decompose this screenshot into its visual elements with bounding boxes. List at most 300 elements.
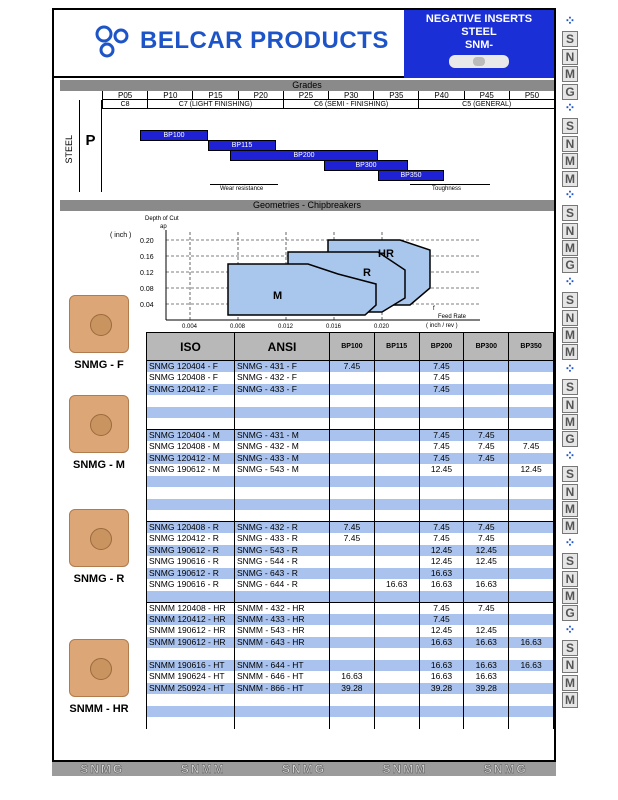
table-cell: SNMM - 432 - HR: [235, 602, 330, 614]
table-cell: SNMG - 644 - R: [235, 579, 330, 591]
table-cell: [235, 706, 330, 718]
table-cell: [419, 591, 464, 603]
table-cell: [147, 476, 235, 488]
side-letter: S: [562, 640, 578, 656]
table-cell: [374, 671, 419, 683]
table-cell: SNMG 190616 - R: [147, 579, 235, 591]
table-cell: SNMG - 643 - R: [235, 568, 330, 580]
table-cell: [374, 568, 419, 580]
table-cell: 16.63: [419, 660, 464, 672]
table-cell: [147, 706, 235, 718]
insert-snmg-r: [54, 509, 144, 585]
col-bp350: BP350: [509, 333, 554, 361]
table-cell: 7.45: [464, 602, 509, 614]
table-cell: [419, 717, 464, 729]
grade-range: C7 (LIGHT FINISHING): [147, 100, 283, 109]
table-cell: [374, 694, 419, 706]
side-letter: M: [562, 66, 578, 82]
geometry-title: Geometries - Chipbreakers: [60, 200, 554, 211]
table-cell: [235, 418, 330, 430]
table-cell: SNMM - 866 - HT: [235, 683, 330, 695]
grade-code: P25: [283, 91, 328, 100]
side-letter: N: [562, 136, 578, 152]
table-cell: 7.45: [419, 361, 464, 373]
table-cell: SNMG - 432 - R: [235, 522, 330, 534]
logo-circles-icon: ⁘: [562, 362, 578, 378]
table-cell: [330, 453, 375, 465]
logo-circles-icon: ⁘: [562, 623, 578, 639]
tough-label: Toughness: [432, 186, 462, 192]
table-cell: [374, 499, 419, 511]
y-tick-label: 0.12: [140, 270, 154, 277]
table-cell: [374, 441, 419, 453]
table-cell: SNMG 190612 - R: [147, 545, 235, 557]
side-letter: S: [562, 292, 578, 308]
side-letter: S: [562, 31, 578, 47]
table-cell: [374, 683, 419, 695]
table-cell: 16.63: [419, 671, 464, 683]
table-cell: [464, 372, 509, 384]
table-cell: 7.45: [419, 430, 464, 442]
table-cell: 7.45: [464, 522, 509, 534]
table-cell: [330, 717, 375, 729]
y-tick-label: 0.16: [140, 254, 154, 261]
table-cell: 12.45: [509, 464, 554, 476]
side-letter: M: [562, 240, 578, 256]
table-cell: [235, 407, 330, 419]
table-cell: [330, 545, 375, 557]
table-cell: 16.63: [464, 637, 509, 649]
table-cell: [374, 487, 419, 499]
table-row: [147, 717, 554, 729]
table-cell: 16.63: [509, 637, 554, 649]
side-letter: M: [562, 344, 578, 360]
table-cell: [509, 591, 554, 603]
side-letter: M: [562, 153, 578, 169]
table-cell: SNMG - 433 - F: [235, 384, 330, 396]
table-cell: [419, 487, 464, 499]
table-cell: [374, 464, 419, 476]
product-box: [404, 10, 554, 78]
table-cell: 12.45: [464, 545, 509, 557]
table-cell: [330, 441, 375, 453]
table-cell: [330, 487, 375, 499]
table-cell: [330, 476, 375, 488]
table-cell: SNMM - 433 - HR: [235, 614, 330, 626]
table-cell: [330, 556, 375, 568]
steel-label: STEEL: [64, 135, 74, 164]
table-cell: 39.28: [419, 683, 464, 695]
table-cell: [330, 602, 375, 614]
table-cell: [374, 453, 419, 465]
table-cell: [464, 476, 509, 488]
table-cell: 7.45: [464, 533, 509, 545]
table-cell: [509, 602, 554, 614]
table-cell: SNMG 120412 - M: [147, 453, 235, 465]
table-cell: [330, 430, 375, 442]
insert-side-icon: [449, 55, 509, 68]
side-letter: M: [562, 588, 578, 604]
table-cell: 7.45: [419, 384, 464, 396]
catalog-page: [52, 8, 556, 762]
table-cell: [330, 418, 375, 430]
grades-section: [60, 88, 554, 194]
table-row: [147, 430, 554, 442]
table-row: [147, 694, 554, 706]
feed-unit: ( inch / rev ): [426, 323, 458, 329]
table-row: [147, 602, 554, 614]
x-tick-label: 0.008: [230, 324, 246, 330]
grade-bar: BP350: [378, 170, 444, 181]
table-cell: [464, 464, 509, 476]
table-row: [147, 660, 554, 672]
table-cell: SNMG 120404 - F: [147, 361, 235, 373]
table-cell: [235, 694, 330, 706]
table-cell: [509, 683, 554, 695]
insert-snmg-m: [54, 395, 144, 471]
table-cell: 7.45: [330, 361, 375, 373]
table-cell: [235, 591, 330, 603]
price-table: [146, 332, 554, 729]
side-letter: G: [562, 257, 578, 273]
insert-label: SNMG - R: [73, 573, 125, 585]
table-cell: [464, 614, 509, 626]
table-cell: [330, 407, 375, 419]
table-cell: SNMM - 646 - HT: [235, 671, 330, 683]
table-cell: [330, 510, 375, 522]
side-letter: S: [562, 118, 578, 134]
table-cell: 12.45: [464, 625, 509, 637]
table-cell: SNMM - 543 - HR: [235, 625, 330, 637]
side-letter: M: [562, 501, 578, 517]
table-cell: 7.45: [419, 522, 464, 534]
table-cell: SNMG - 544 - R: [235, 556, 330, 568]
grade-code: P50: [509, 91, 554, 100]
side-letter: M: [562, 171, 578, 187]
table-cell: [235, 648, 330, 660]
table-cell: [464, 487, 509, 499]
table-row: [147, 522, 554, 534]
side-letter: N: [562, 484, 578, 500]
table-cell: [374, 706, 419, 718]
table-row: [147, 625, 554, 637]
table-row: [147, 453, 554, 465]
table-cell: SNMG - 433 - R: [235, 533, 330, 545]
table-cell: [374, 614, 419, 626]
table-cell: SNMG 120412 - F: [147, 384, 235, 396]
brand-name: BELCAR PRODUCTS: [140, 27, 389, 54]
table-cell: 12.45: [419, 625, 464, 637]
table-cell: [330, 372, 375, 384]
table-cell: [374, 522, 419, 534]
table-row: [147, 579, 554, 591]
grade-bar: BP200: [230, 150, 378, 161]
logo-circles-icon: ⁘: [562, 188, 578, 204]
insert-label: SNMG - M: [73, 459, 125, 471]
table-cell: SNMG - 431 - F: [235, 361, 330, 373]
side-letter: N: [562, 657, 578, 673]
table-cell: [330, 648, 375, 660]
table-cell: 7.45: [464, 430, 509, 442]
table-cell: [147, 694, 235, 706]
grade-code: P05: [102, 91, 147, 100]
table-cell: [330, 706, 375, 718]
table-cell: [374, 556, 419, 568]
table-cell: [374, 660, 419, 672]
table-cell: 7.45: [330, 522, 375, 534]
side-letter: M: [562, 414, 578, 430]
grade-code: P35: [373, 91, 418, 100]
side-letter: G: [562, 84, 578, 100]
table-cell: [147, 395, 235, 407]
table-cell: [509, 361, 554, 373]
table-cell: 16.63: [509, 660, 554, 672]
table-cell: [330, 395, 375, 407]
table-cell: [509, 453, 554, 465]
insert-image: [69, 395, 129, 453]
table-cell: [509, 522, 554, 534]
table-cell: SNMG 120412 - R: [147, 533, 235, 545]
table-cell: [509, 545, 554, 557]
table-cell: 7.45: [464, 453, 509, 465]
grade-ranges-row: [102, 100, 554, 109]
footer-word: SNMG: [80, 762, 125, 776]
y-tick-label: 0.04: [140, 302, 154, 309]
table-cell: [330, 694, 375, 706]
table-cell: SNMG - 432 - M: [235, 441, 330, 453]
table-cell: [147, 418, 235, 430]
table-cell: [509, 430, 554, 442]
table-cell: [419, 648, 464, 660]
col-ansi: ANSI: [235, 333, 330, 361]
table-cell: [464, 407, 509, 419]
table-cell: [330, 568, 375, 580]
table-cell: [509, 648, 554, 660]
table-cell: SNMM 190624 - HT: [147, 671, 235, 683]
table-cell: 7.45: [464, 441, 509, 453]
table-cell: [419, 395, 464, 407]
footer-word: SNMM: [180, 762, 226, 776]
table-cell: [330, 637, 375, 649]
table-cell: SNMG 120404 - M: [147, 430, 235, 442]
table-cell: 12.45: [419, 464, 464, 476]
table-cell: [509, 476, 554, 488]
logo-circles-icon: [94, 24, 134, 58]
table-row: [147, 510, 554, 522]
table-cell: [464, 384, 509, 396]
table-cell: [374, 430, 419, 442]
side-letter: S: [562, 553, 578, 569]
table-row: [147, 464, 554, 476]
table-cell: [464, 395, 509, 407]
table-cell: [330, 625, 375, 637]
box-line-2: STEEL: [461, 26, 497, 38]
table-cell: [374, 648, 419, 660]
table-cell: 7.45: [509, 441, 554, 453]
logo-circles-icon: ⁘: [562, 275, 578, 291]
table-row: [147, 671, 554, 683]
col-bp300: BP300: [464, 333, 509, 361]
table-row: [147, 568, 554, 580]
table-cell: SNMM 190612 - HR: [147, 625, 235, 637]
insert-snmg-f: [54, 295, 144, 371]
insert-image: [69, 295, 129, 353]
table-row: [147, 476, 554, 488]
table-cell: 7.45: [419, 441, 464, 453]
insert-image: [69, 509, 129, 567]
table-cell: [147, 510, 235, 522]
table-cell: [419, 694, 464, 706]
table-cell: [330, 614, 375, 626]
f-label: f: [433, 306, 435, 312]
table-cell: SNMG - 543 - R: [235, 545, 330, 557]
side-letter: S: [562, 379, 578, 395]
depth-label: Depth of Cut: [145, 216, 179, 222]
table-cell: 7.45: [419, 533, 464, 545]
table-cell: [419, 476, 464, 488]
table-cell: [235, 487, 330, 499]
x-tick-label: 0.012: [278, 324, 294, 330]
table-cell: SNMM - 644 - HT: [235, 660, 330, 672]
table-cell: [464, 499, 509, 511]
side-letter: G: [562, 431, 578, 447]
inch-label: ( inch ): [110, 232, 132, 239]
table-cell: [235, 395, 330, 407]
table-cell: [419, 499, 464, 511]
grade-code: P30: [328, 91, 373, 100]
wear-arrow: [210, 184, 278, 185]
logo-circles-icon: ⁘: [562, 101, 578, 117]
table-cell: 16.63: [374, 579, 419, 591]
table-cell: [374, 717, 419, 729]
table-cell: 39.28: [330, 683, 375, 695]
footer-word: SNMM: [382, 762, 428, 776]
table-cell: [147, 499, 235, 511]
table-cell: [464, 648, 509, 660]
table-cell: [374, 591, 419, 603]
table-cell: [235, 717, 330, 729]
side-strip: [562, 14, 580, 774]
table-cell: [330, 464, 375, 476]
table-cell: [374, 625, 419, 637]
table-cell: 7.45: [419, 372, 464, 384]
side-letter: M: [562, 675, 578, 691]
table-cell: 16.63: [419, 579, 464, 591]
table-row: [147, 395, 554, 407]
table-row: [147, 533, 554, 545]
table-cell: [464, 510, 509, 522]
x-tick-label: 0.004: [182, 324, 198, 330]
table-cell: [419, 418, 464, 430]
table-cell: [509, 706, 554, 718]
grade-bar: BP115: [208, 140, 276, 151]
table-cell: [464, 591, 509, 603]
table-cell: SNMM 190616 - HT: [147, 660, 235, 672]
feed-label: Feed Rate: [438, 314, 467, 320]
table-cell: [509, 395, 554, 407]
table-cell: [509, 717, 554, 729]
table-cell: SNMG 190612 - R: [147, 568, 235, 580]
table-cell: [374, 395, 419, 407]
table-cell: 16.63: [419, 637, 464, 649]
table-cell: 7.45: [419, 453, 464, 465]
label-hr: HR: [378, 248, 394, 260]
insert-label: SNMG - F: [74, 359, 124, 371]
table-row: [147, 545, 554, 557]
y-tick-label: 0.20: [140, 238, 154, 245]
footer-word: SNMG: [483, 762, 528, 776]
table-row: [147, 648, 554, 660]
table-cell: [509, 384, 554, 396]
table-row: [147, 384, 554, 396]
table-cell: [235, 476, 330, 488]
table-cell: [509, 510, 554, 522]
table-cell: [147, 591, 235, 603]
table-cell: [374, 361, 419, 373]
col-bp200: BP200: [419, 333, 464, 361]
table-cell: SNMG 120408 - M: [147, 441, 235, 453]
table-cell: [464, 706, 509, 718]
table-cell: [509, 614, 554, 626]
table-cell: [374, 407, 419, 419]
table-cell: [509, 625, 554, 637]
y-tick-label: 0.08: [140, 286, 154, 293]
side-letter: M: [562, 327, 578, 343]
table-cell: 16.63: [464, 579, 509, 591]
table-row: [147, 499, 554, 511]
col-iso: ISO: [147, 333, 235, 361]
box-line-3: SNM-: [464, 39, 494, 51]
grade-range: C8: [102, 100, 147, 109]
table-cell: [419, 706, 464, 718]
grade-code: P40: [418, 91, 463, 100]
table-row: [147, 418, 554, 430]
grade-code: P10: [147, 91, 192, 100]
table-row: [147, 441, 554, 453]
steel-column: [60, 100, 80, 192]
table-row: [147, 407, 554, 419]
grade-code: P45: [464, 91, 509, 100]
label-r: R: [363, 267, 371, 279]
table-cell: [374, 372, 419, 384]
table-cell: [509, 671, 554, 683]
table-cell: [374, 637, 419, 649]
table-cell: SNMG - 432 - F: [235, 372, 330, 384]
footer-strip: [52, 762, 556, 776]
table-cell: 12.45: [464, 556, 509, 568]
table-cell: SNMM 120412 - HR: [147, 614, 235, 626]
table-cell: [509, 556, 554, 568]
grade-range: C6 (SEMI - FINISHING): [283, 100, 419, 109]
grade-code: P20: [238, 91, 283, 100]
table-cell: 7.45: [419, 614, 464, 626]
table-cell: [464, 717, 509, 729]
label-m: M: [273, 290, 283, 302]
table-cell: SNMG 120408 - F: [147, 372, 235, 384]
table-cell: [147, 407, 235, 419]
table-cell: [419, 407, 464, 419]
table-cell: [509, 372, 554, 384]
table-cell: [374, 533, 419, 545]
table-cell: [509, 568, 554, 580]
grade-code: P15: [192, 91, 237, 100]
table-cell: [509, 418, 554, 430]
side-letter: N: [562, 310, 578, 326]
table-cell: 7.45: [419, 602, 464, 614]
insert-snmm-hr: [54, 639, 144, 715]
table-row: [147, 372, 554, 384]
table-row: [147, 637, 554, 649]
